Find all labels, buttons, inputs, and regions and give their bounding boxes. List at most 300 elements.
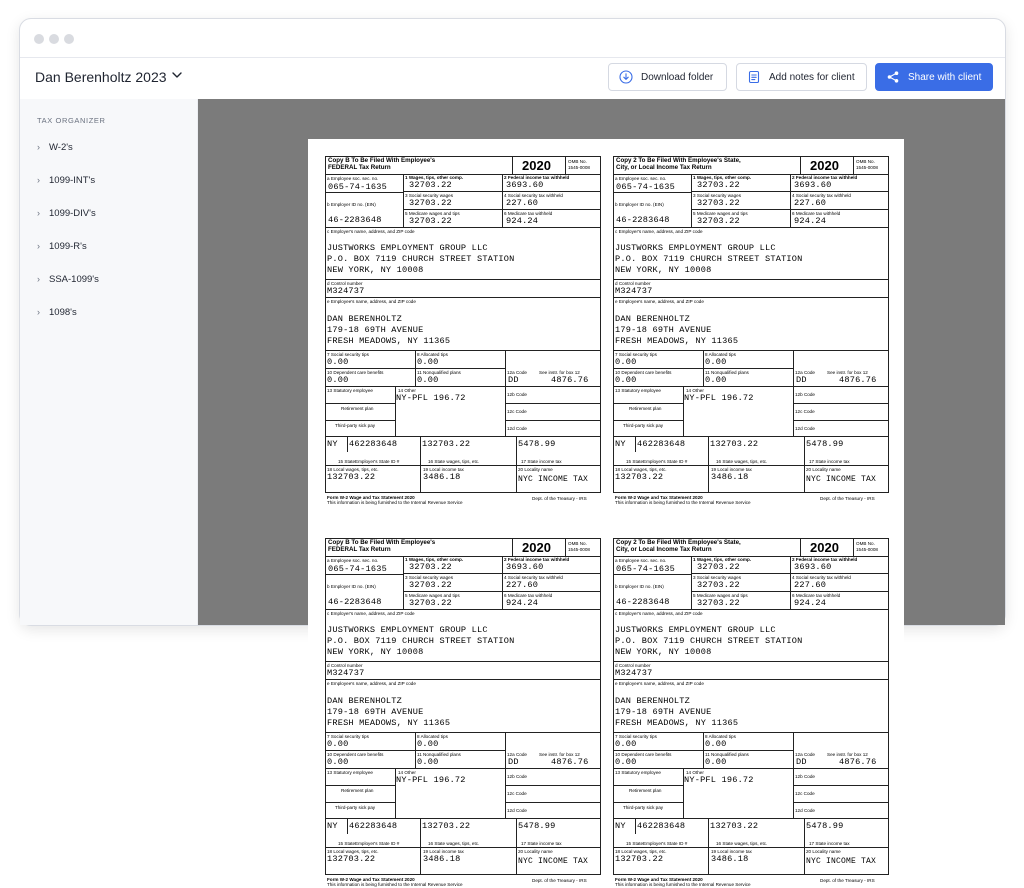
box5-value: 32703.22 [409, 216, 452, 226]
window-close-dot[interactable] [34, 34, 44, 44]
box2-label: 2 Federal income tax withheld [504, 557, 570, 562]
box14-value: NY-PFL 196.72 [684, 393, 754, 403]
state-value: NY [615, 821, 626, 831]
employer-label: c Employer's name, address, and ZIP code [615, 229, 703, 234]
box3-value: 32703.22 [697, 580, 740, 590]
box2-value: 3693.60 [794, 562, 832, 572]
box13-label: 13 Statutory employee [615, 770, 661, 775]
employer-address-2: NEW YORK, NY 10008 [615, 647, 712, 657]
local-wages-value: 132703.22 [327, 854, 376, 864]
box18-label: 18 Local wages, tips, etc. [327, 467, 379, 472]
box1-value: 32703.22 [409, 180, 452, 190]
box12d-label: 12d Code [795, 808, 815, 813]
box6-label: 6 Medicare tax withheld [792, 593, 841, 598]
box17-label: 17 State income tax [521, 841, 562, 846]
box12-note: See instr. for box 12 [539, 752, 580, 757]
state-tax-value: 5478.99 [518, 439, 556, 449]
box1-value: 32703.22 [697, 180, 740, 190]
omb-label: OMB No. [568, 541, 587, 546]
download-folder-label: Download folder [641, 71, 714, 83]
box2-value: 3693.60 [794, 180, 832, 190]
ein-value: 46-2283648 [328, 597, 382, 607]
employer-name: JUSTWORKS EMPLOYMENT GROUP LLC [615, 243, 776, 253]
employer-label: c Employer's name, address, and ZIP code [327, 611, 415, 616]
ein-label: b Employer ID no. (EIN) [327, 202, 376, 207]
box3-label: 3 Social security wages [693, 575, 742, 580]
box7-label: 7 Social security tips [615, 734, 657, 739]
omb-label: OMB No. [856, 159, 875, 164]
locality-value: NYC INCOME TAX [518, 857, 589, 866]
state-wages-value: 132703.22 [422, 439, 471, 449]
box15-employer-label: Employer's State ID # [355, 459, 400, 464]
form-year: 2020 [522, 158, 551, 173]
box1-label: 1 Wages, tips, other comp. [405, 557, 464, 562]
window-maximize-dot[interactable] [64, 34, 74, 44]
w2-form [325, 156, 601, 506]
box15-employer-label: Employer's State ID # [643, 841, 688, 846]
copy-title-line2: FEDERAL Tax Return [328, 545, 391, 553]
box12c-label: 12c Code [795, 409, 815, 414]
box11-label: 11 Nonqualified plans [705, 370, 749, 375]
retirement-plan-label: Retirement plan [341, 406, 374, 411]
box19-label: 19 Local income tax [423, 849, 464, 854]
footer-title: Form W-2 Wage and Tax Statement 2020 [615, 877, 703, 882]
download-icon [619, 70, 633, 84]
box12c-label: 12c Code [507, 791, 527, 796]
box12a-label: 12a Code [795, 370, 815, 375]
copy-title-line2: City, or Local Income Tax Return [616, 163, 712, 171]
box12-note: See instr. for box 12 [827, 752, 868, 757]
box2-label: 2 Federal income tax withheld [792, 557, 858, 562]
box3-value: 32703.22 [409, 198, 452, 208]
copy-title-line1: Copy B To Be Filed With Employee's [328, 539, 436, 546]
box18-label: 18 Local wages, tips, etc. [615, 849, 667, 854]
box16-label: 16 State wages, tips, etc. [428, 459, 480, 464]
box8-value: 0.00 [417, 357, 439, 367]
box12-note: See instr. for box 12 [827, 370, 868, 375]
box6-value: 924.24 [794, 216, 827, 226]
w2-document-page [308, 139, 904, 887]
state-id-value: 462283648 [349, 439, 398, 449]
ssn-value: 065-74-1635 [328, 564, 387, 574]
control-value: M324737 [615, 668, 653, 678]
locality-value: NYC INCOME TAX [806, 475, 877, 484]
document-viewer[interactable] [198, 99, 1005, 887]
box19-label: 19 Local income tax [423, 467, 464, 472]
box7-value: 0.00 [327, 357, 349, 367]
box10-label: 10 Dependent care benefits [615, 370, 672, 375]
box10-value: 0.00 [327, 375, 349, 385]
ein-value: 46-2283648 [616, 215, 670, 225]
sidebar-heading: TAX ORGANIZER [37, 116, 106, 125]
box12a-label: 12a Code [507, 370, 527, 375]
omb-number: 1545-0008 [856, 547, 878, 552]
box20-label: 20 Locality name [806, 467, 841, 472]
box19-label: 19 Local income tax [711, 467, 752, 472]
box5-label: 5 Medicare wages and tips [405, 593, 460, 598]
box15-label: 15 State [338, 841, 356, 846]
ein-value: 46-2283648 [328, 215, 382, 225]
box4-value: 227.60 [506, 580, 539, 590]
box16-label: 16 State wages, tips, etc. [716, 459, 768, 464]
third-party-sick-pay-label: Third-party sick pay [335, 805, 376, 810]
box12d-label: 12d Code [507, 426, 527, 431]
sidebar-item-1099-int[interactable] [37, 171, 95, 189]
box8-value: 0.00 [705, 739, 727, 749]
employer-name: JUSTWORKS EMPLOYMENT GROUP LLC [615, 625, 776, 635]
ssn-value: 065-74-1635 [328, 182, 387, 192]
box12d-label: 12d Code [795, 426, 815, 431]
ein-value: 46-2283648 [616, 597, 670, 607]
omb-label: OMB No. [568, 159, 587, 164]
footer-title: Form W-2 Wage and Tax Statement 2020 [615, 495, 703, 500]
control-label: d Control number [615, 281, 651, 286]
state-id-value: 462283648 [637, 439, 686, 449]
control-label: d Control number [327, 281, 363, 286]
box3-label: 3 Social security wages [405, 193, 454, 198]
box20-label: 20 Locality name [806, 849, 841, 854]
footer-note: This information is being furnished to the Internal Revenue Service [327, 500, 463, 505]
window-minimize-dot[interactable] [49, 34, 59, 44]
box1-value: 32703.22 [697, 562, 740, 572]
box14-label: 14 Other [398, 388, 416, 393]
box1-label: 1 Wages, tips, other comp. [405, 175, 464, 180]
employee-name: DAN BERENHOLTZ [327, 696, 402, 706]
box17-label: 17 State income tax [809, 459, 850, 464]
third-party-sick-pay-label: Third-party sick pay [335, 423, 376, 428]
box2-label: 2 Federal income tax withheld [792, 175, 858, 180]
sidebar-item-w2[interactable] [37, 138, 73, 156]
box17-label: 17 State income tax [809, 841, 850, 846]
omb-label: OMB No. [856, 541, 875, 546]
box16-label: 16 State wages, tips, etc. [716, 841, 768, 846]
sidebar-item-label: 1098's [49, 306, 77, 318]
employee-name: DAN BERENHOLTZ [327, 314, 402, 324]
add-notes-button[interactable] [736, 63, 867, 91]
box10-label: 10 Dependent care benefits [327, 370, 384, 375]
employer-name: JUSTWORKS EMPLOYMENT GROUP LLC [327, 625, 488, 635]
box12c-label: 12c Code [507, 409, 527, 414]
footer-dept: Dept. of the Treasury - IRS [532, 496, 587, 501]
box2-value: 3693.60 [506, 562, 544, 572]
w2-form [325, 538, 601, 888]
box12a-label: 12a Code [795, 752, 815, 757]
employee-label: e Employee's name, address, and ZIP code [615, 299, 704, 304]
box5-value: 32703.22 [697, 216, 740, 226]
sidebar-item-1098[interactable] [37, 303, 77, 321]
box11-label: 11 Nonqualified plans [417, 752, 461, 757]
form-year: 2020 [810, 540, 839, 555]
state-tax-value: 5478.99 [518, 821, 556, 831]
third-party-sick-pay-label: Third-party sick pay [623, 423, 664, 428]
footer-title: Form W-2 Wage and Tax Statement 2020 [327, 495, 415, 500]
box12b-label: 12b Code [507, 392, 527, 397]
employee-name: DAN BERENHOLTZ [615, 314, 690, 324]
footer-note: This information is being furnished to the Internal Revenue Service [615, 882, 751, 887]
box15-label: 15 State [626, 459, 644, 464]
box11-label: 11 Nonqualified plans [705, 752, 749, 757]
ein-label: b Employer ID no. (EIN) [615, 202, 664, 207]
download-folder-button[interactable] [608, 63, 727, 91]
box6-label: 6 Medicare tax withheld [504, 593, 553, 598]
omb-number: 1545-0008 [856, 165, 878, 170]
box10-label: 10 Dependent care benefits [615, 752, 672, 757]
footer-note: This information is being furnished to the Internal Revenue Service [327, 882, 463, 887]
box6-label: 6 Medicare tax withheld [792, 211, 841, 216]
box12a-amount: 4876.76 [551, 375, 589, 385]
ssn-label: a Employee soc. sec. no. [327, 176, 379, 181]
box2-label: 2 Federal income tax withheld [504, 175, 570, 180]
box4-value: 227.60 [794, 198, 827, 208]
chevron-right-icon: › [37, 241, 40, 251]
control-value: M324737 [615, 286, 653, 296]
box7-value: 0.00 [327, 739, 349, 749]
chevron-down-icon[interactable] [170, 68, 184, 87]
sidebar-item-1099-r[interactable] [37, 237, 87, 255]
box12b-label: 12b Code [795, 392, 815, 397]
box20-label: 20 Locality name [518, 467, 553, 472]
box4-label: 4 Social security tax withheld [792, 575, 851, 580]
box5-label: 5 Medicare wages and tips [405, 211, 460, 216]
local-tax-value: 3486.18 [423, 854, 461, 864]
box13-label: 13 Statutory employee [615, 388, 661, 393]
box8-label: 8 Allocated tips [417, 734, 448, 739]
share-with-client-button[interactable] [875, 63, 993, 91]
box10-value: 0.00 [615, 757, 637, 767]
control-label: d Control number [615, 663, 651, 668]
state-wages-value: 132703.22 [422, 821, 471, 831]
ssn-label: a Employee soc. sec. no. [615, 558, 667, 563]
omb-number: 1545-0008 [568, 547, 590, 552]
employer-address-1: P.O. BOX 7119 CHURCH STREET STATION [615, 636, 803, 646]
retirement-plan-label: Retirement plan [341, 788, 374, 793]
box14-value: NY-PFL 196.72 [684, 775, 754, 785]
box3-value: 32703.22 [409, 580, 452, 590]
employee-address-1: 179-18 69TH AVENUE [615, 707, 712, 717]
local-tax-value: 3486.18 [711, 472, 749, 482]
chevron-right-icon: › [37, 208, 40, 218]
ssn-label: a Employee soc. sec. no. [615, 176, 667, 181]
control-label: d Control number [327, 663, 363, 668]
employer-address-1: P.O. BOX 7119 CHURCH STREET STATION [327, 636, 515, 646]
employee-label: e Employee's name, address, and ZIP code [615, 681, 704, 686]
box8-label: 8 Allocated tips [417, 352, 448, 357]
local-wages-value: 132703.22 [615, 854, 664, 864]
box12d-label: 12d Code [507, 808, 527, 813]
box8-value: 0.00 [705, 357, 727, 367]
box1-label: 1 Wages, tips, other comp. [693, 557, 752, 562]
box19-label: 19 Local income tax [711, 849, 752, 854]
box11-value: 0.00 [417, 757, 439, 767]
form-year: 2020 [522, 540, 551, 555]
box3-label: 3 Social security wages [693, 193, 742, 198]
sidebar-item-label: 1099-INT's [49, 174, 96, 186]
employee-address-1: 179-18 69TH AVENUE [615, 325, 712, 335]
employee-address-2: FRESH MEADOWS, NY 11365 [327, 718, 451, 728]
ssn-value: 065-74-1635 [616, 182, 675, 192]
copy-title-line1: Copy 2 To Be Filed With Employee's State, [616, 539, 741, 546]
box13-label: 13 Statutory employee [327, 770, 373, 775]
box4-value: 227.60 [506, 198, 539, 208]
box12a-code: DD [796, 375, 807, 385]
ssn-label: a Employee soc. sec. no. [327, 558, 379, 563]
box4-label: 4 Social security tax withheld [504, 193, 563, 198]
control-value: M324737 [327, 286, 365, 296]
footer-dept: Dept. of the Treasury - IRS [820, 878, 875, 883]
add-notes-label: Add notes for client [769, 71, 855, 83]
box14-label: 14 Other [686, 388, 704, 393]
box12a-code: DD [508, 757, 519, 767]
chevron-right-icon: › [37, 142, 40, 152]
box12a-code: DD [508, 375, 519, 385]
box12a-code: DD [796, 757, 807, 767]
footer-note: This information is being furnished to the Internal Revenue Service [615, 500, 751, 505]
chevron-right-icon: › [37, 307, 40, 317]
box6-label: 6 Medicare tax withheld [504, 211, 553, 216]
tax-organizer-sidebar [20, 99, 198, 625]
box4-value: 227.60 [794, 580, 827, 590]
client-year-title[interactable]: Dan Berenholtz 2023 [35, 69, 167, 85]
notes-icon [747, 70, 761, 84]
sidebar-item-ssa-1099[interactable] [37, 270, 99, 288]
box4-label: 4 Social security tax withheld [792, 193, 851, 198]
box20-label: 20 Locality name [518, 849, 553, 854]
local-tax-value: 3486.18 [423, 472, 461, 482]
app-window [19, 18, 1006, 887]
box7-label: 7 Social security tips [327, 352, 369, 357]
box5-value: 32703.22 [409, 598, 452, 608]
box2-value: 3693.60 [506, 180, 544, 190]
box3-label: 3 Social security wages [405, 575, 454, 580]
omb-number: 1545-0008 [568, 165, 590, 170]
box8-label: 8 Allocated tips [705, 734, 736, 739]
share-with-client-label: Share with client [908, 71, 982, 83]
box10-label: 10 Dependent care benefits [327, 752, 384, 757]
box5-label: 5 Medicare wages and tips [693, 593, 748, 598]
employer-address-2: NEW YORK, NY 10008 [615, 265, 712, 275]
copy-title-line1: Copy 2 To Be Filed With Employee's State, [616, 157, 741, 164]
box7-value: 0.00 [615, 357, 637, 367]
state-value: NY [327, 821, 338, 831]
box12-note: See instr. for box 12 [539, 370, 580, 375]
box4-label: 4 Social security tax withheld [504, 575, 563, 580]
box12c-label: 12c Code [795, 791, 815, 796]
box14-label: 14 Other [686, 770, 704, 775]
employee-address-2: FRESH MEADOWS, NY 11365 [327, 336, 451, 346]
retirement-plan-label: Retirement plan [629, 788, 662, 793]
sidebar-item-label: 1099-DIV's [49, 207, 96, 219]
employer-address-1: P.O. BOX 7119 CHURCH STREET STATION [615, 254, 803, 264]
locality-value: NYC INCOME TAX [518, 475, 589, 484]
box12a-amount: 4876.76 [839, 757, 877, 767]
form-year: 2020 [810, 158, 839, 173]
box7-value: 0.00 [615, 739, 637, 749]
local-tax-value: 3486.18 [711, 854, 749, 864]
box7-label: 7 Social security tips [615, 352, 657, 357]
box11-value: 0.00 [417, 375, 439, 385]
box13-label: 13 Statutory employee [327, 388, 373, 393]
employee-name: DAN BERENHOLTZ [615, 696, 690, 706]
copy-title-line2: City, or Local Income Tax Return [616, 545, 712, 553]
ein-label: b Employer ID no. (EIN) [327, 584, 376, 589]
page-header [20, 58, 1005, 99]
copy-title-line1: Copy B To Be Filed With Employee's [328, 157, 436, 164]
sidebar-item-label: 1099-R's [49, 240, 87, 252]
retirement-plan-label: Retirement plan [629, 406, 662, 411]
state-wages-value: 132703.22 [710, 821, 759, 831]
control-value: M324737 [327, 668, 365, 678]
box14-value: NY-PFL 196.72 [396, 775, 466, 785]
box12a-label: 12a Code [507, 752, 527, 757]
employee-address-2: FRESH MEADOWS, NY 11365 [615, 718, 739, 728]
employee-label: e Employee's name, address, and ZIP code [327, 299, 416, 304]
box15-employer-label: Employer's State ID # [643, 459, 688, 464]
w2-form [613, 538, 889, 888]
box1-label: 1 Wages, tips, other comp. [693, 175, 752, 180]
employee-label: e Employee's name, address, and ZIP code [327, 681, 416, 686]
box10-value: 0.00 [327, 757, 349, 767]
sidebar-item-label: SSA-1099's [49, 273, 99, 285]
box12a-amount: 4876.76 [839, 375, 877, 385]
ssn-value: 065-74-1635 [616, 564, 675, 574]
ein-label: b Employer ID no. (EIN) [615, 584, 664, 589]
box12a-amount: 4876.76 [551, 757, 589, 767]
box10-value: 0.00 [615, 375, 637, 385]
locality-value: NYC INCOME TAX [806, 857, 877, 866]
box6-value: 924.24 [506, 216, 539, 226]
state-value: NY [615, 439, 626, 449]
box15-employer-label: Employer's State ID # [355, 841, 400, 846]
box11-value: 0.00 [705, 375, 727, 385]
box18-label: 18 Local wages, tips, etc. [327, 849, 379, 854]
box11-label: 11 Nonqualified plans [417, 370, 461, 375]
box1-value: 32703.22 [409, 562, 452, 572]
box3-value: 32703.22 [697, 198, 740, 208]
box7-label: 7 Social security tips [327, 734, 369, 739]
state-id-value: 462283648 [637, 821, 686, 831]
footer-dept: Dept. of the Treasury - IRS [532, 878, 587, 883]
box8-label: 8 Allocated tips [705, 352, 736, 357]
state-value: NY [327, 439, 338, 449]
share-icon [886, 70, 900, 84]
sidebar-item-1099-div[interactable] [37, 204, 96, 222]
employer-address-2: NEW YORK, NY 10008 [327, 265, 424, 275]
employer-address-1: P.O. BOX 7119 CHURCH STREET STATION [327, 254, 515, 264]
local-wages-value: 132703.22 [327, 472, 376, 482]
state-tax-value: 5478.99 [806, 439, 844, 449]
box18-label: 18 Local wages, tips, etc. [615, 467, 667, 472]
footer-dept: Dept. of the Treasury - IRS [820, 496, 875, 501]
employer-label: c Employer's name, address, and ZIP code [327, 229, 415, 234]
box6-value: 924.24 [506, 598, 539, 608]
state-tax-value: 5478.99 [806, 821, 844, 831]
footer-title: Form W-2 Wage and Tax Statement 2020 [327, 877, 415, 882]
box5-value: 32703.22 [697, 598, 740, 608]
box14-value: NY-PFL 196.72 [396, 393, 466, 403]
w2-form [613, 156, 889, 506]
box8-value: 0.00 [417, 739, 439, 749]
employee-address-2: FRESH MEADOWS, NY 11365 [615, 336, 739, 346]
box14-label: 14 Other [398, 770, 416, 775]
box16-label: 16 State wages, tips, etc. [428, 841, 480, 846]
box6-value: 924.24 [794, 598, 827, 608]
chevron-right-icon: › [37, 274, 40, 284]
box15-label: 15 State [626, 841, 644, 846]
employer-name: JUSTWORKS EMPLOYMENT GROUP LLC [327, 243, 488, 253]
employee-address-1: 179-18 69TH AVENUE [327, 707, 424, 717]
employer-label: c Employer's name, address, and ZIP code [615, 611, 703, 616]
employee-address-1: 179-18 69TH AVENUE [327, 325, 424, 335]
